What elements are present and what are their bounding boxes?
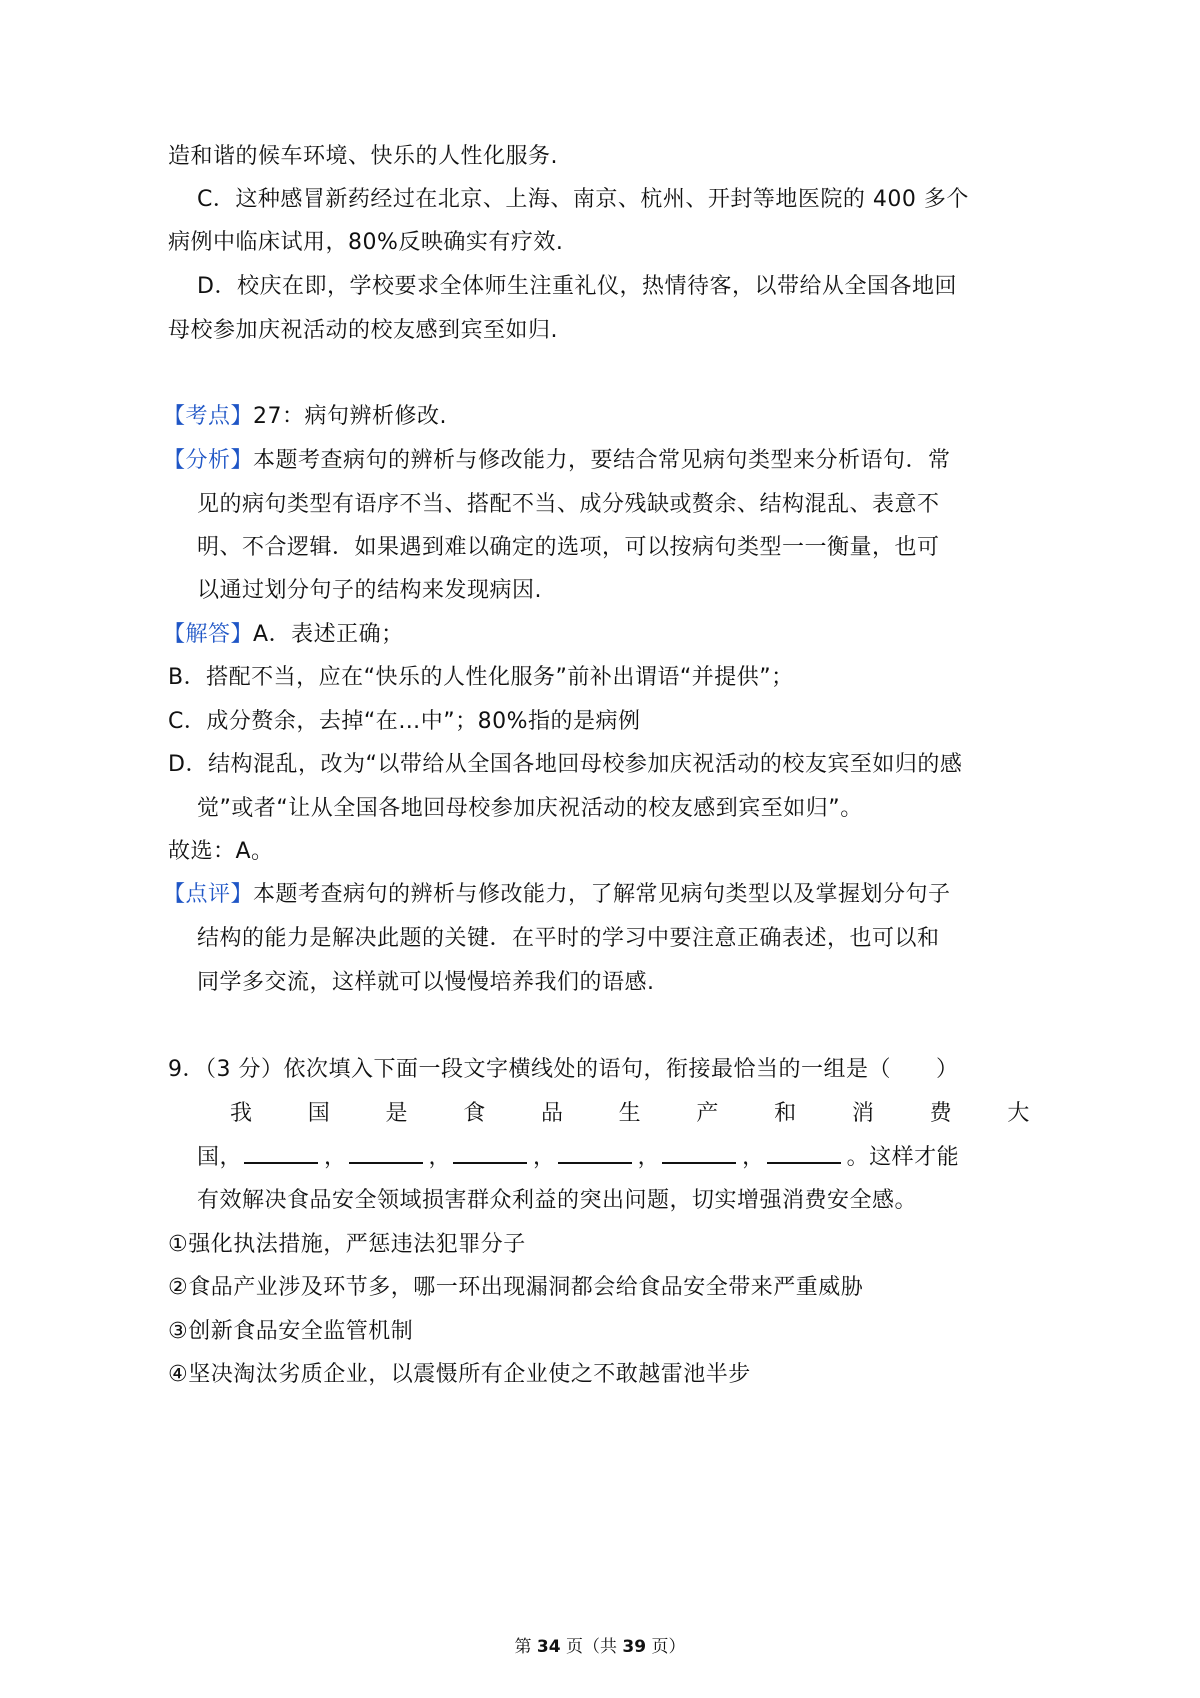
blank-3 bbox=[453, 1144, 527, 1164]
question-9-passage-line-1 bbox=[0, 1094, 1200, 1134]
text-line: 造和谐的候车环境、快乐的人性化服务. bbox=[168, 144, 558, 169]
option-c-line-2: 病例中临床试用，80%反映确实有疗效. bbox=[168, 230, 564, 255]
option-1: ①强化执法措施，严惩违法犯罪分子 bbox=[168, 1232, 526, 1257]
spread-char: 和 bbox=[774, 1101, 797, 1126]
question-9-passage-line-3: 有效解决食品安全领域损害群众利益的突出问题，切实增强消费安全感。 bbox=[197, 1188, 918, 1213]
fenxi-section: 【分析】本题考查病句的辨析与修改能力，要结合常见病句类型来分析语句．常 bbox=[163, 448, 951, 473]
spread-char: 消 bbox=[851, 1101, 875, 1126]
dianping-line: 结构的能力是解决此题的关键．在平时的学习中要注意正确表述，也可以和 bbox=[197, 926, 940, 951]
dianping-line: 同学多交流，这样就可以慢慢培养我们的语感. bbox=[197, 970, 655, 995]
jieda-c: C．成分赘余，去掉“在…中”；80%指的是病例 bbox=[168, 709, 641, 734]
blank-4 bbox=[558, 1144, 632, 1164]
spread-char: 费 bbox=[929, 1101, 953, 1126]
question-9-stem: 9．（3 分）依次填入下面一段文字横线处的语句，衔接最恰当的一组是（ ） bbox=[168, 1057, 959, 1082]
blank-6 bbox=[767, 1144, 841, 1164]
kaodian-section bbox=[0, 397, 1200, 437]
jieda-section: 【解答】A．表述正确； bbox=[163, 622, 404, 647]
spread-char: 品 bbox=[540, 1101, 564, 1126]
option-2: ②食品产业涉及环节多，哪一环出现漏洞都会给食品安全带来严重威胁 bbox=[168, 1275, 864, 1300]
blank-1 bbox=[244, 1144, 318, 1164]
fenxi-line: 见的病句类型有语序不当、搭配不当、成分残缺或赘余、结构混乱、表意不 bbox=[197, 492, 940, 517]
fenxi-line: 以通过划分句子的结构来发现病因. bbox=[197, 578, 542, 603]
page-total: 39 bbox=[622, 1637, 647, 1657]
spread-char: 产 bbox=[696, 1101, 719, 1126]
option-c-line-1: C．这种感冒新药经过在北京、上海、南京、杭州、开封等地医院的 400 多个 bbox=[197, 187, 969, 212]
spread-char: 我 bbox=[230, 1101, 253, 1126]
dianping-section: 【点评】本题考查病句的辨析与修改能力，了解常见病句类型以及掌握划分句子 bbox=[163, 882, 951, 907]
answer-line: 故选：A。 bbox=[168, 839, 274, 864]
blank-5 bbox=[662, 1144, 736, 1164]
page-footer: 第 34 页（共 39 页） bbox=[514, 1637, 686, 1657]
spread-char: 是 bbox=[385, 1101, 408, 1126]
spread-text bbox=[230, 1094, 1030, 1134]
jieda-b: B．搭配不当，应在“快乐的人性化服务”前补出谓语“并提供”； bbox=[168, 665, 794, 690]
jieda-d-1: D．结构混乱，改为“以带给从全国各地回母校参加庆祝活动的校友宾至如归的感 bbox=[168, 752, 963, 777]
option-4: ④坚决淘汰劣质企业，以震慑所有企业使之不敢越雷池半步 bbox=[168, 1362, 751, 1387]
kaodian-text: 27：病句辨析修改. bbox=[253, 404, 448, 429]
spread-char: 大 bbox=[1007, 1101, 1030, 1126]
option-d-line-2: 母校参加庆祝活动的校友感到宾至如归. bbox=[168, 318, 558, 343]
dianping-tag: 【点评】 bbox=[163, 882, 254, 907]
spread-char: 食 bbox=[463, 1101, 486, 1126]
blank-2 bbox=[349, 1144, 423, 1164]
fenxi-line: 明、不合逻辑．如果遇到难以确定的选项，可以按病句类型一一衡量，也可 bbox=[197, 535, 940, 560]
jieda-tag: 【解答】 bbox=[163, 622, 254, 647]
fenxi-tag: 【分析】 bbox=[163, 448, 254, 473]
option-3: ③创新食品安全监管机制 bbox=[168, 1319, 414, 1344]
question-9-blanks-line: 国， ， ， ， ， ， 。这样才能 bbox=[197, 1145, 960, 1170]
option-d-line-1: D．校庆在即，学校要求全体师生注重礼仪，热情待客，以带给从全国各地回 bbox=[197, 274, 957, 299]
spread-char: 国 bbox=[307, 1101, 331, 1126]
kaodian-tag: 【考点】 bbox=[163, 404, 254, 429]
spread-char: 生 bbox=[618, 1101, 642, 1126]
page-number: 34 bbox=[536, 1637, 561, 1657]
jieda-d-2: 觉”或者“让从全国各地回母校参加庆祝活动的校友感到宾至如归”。 bbox=[197, 796, 863, 821]
